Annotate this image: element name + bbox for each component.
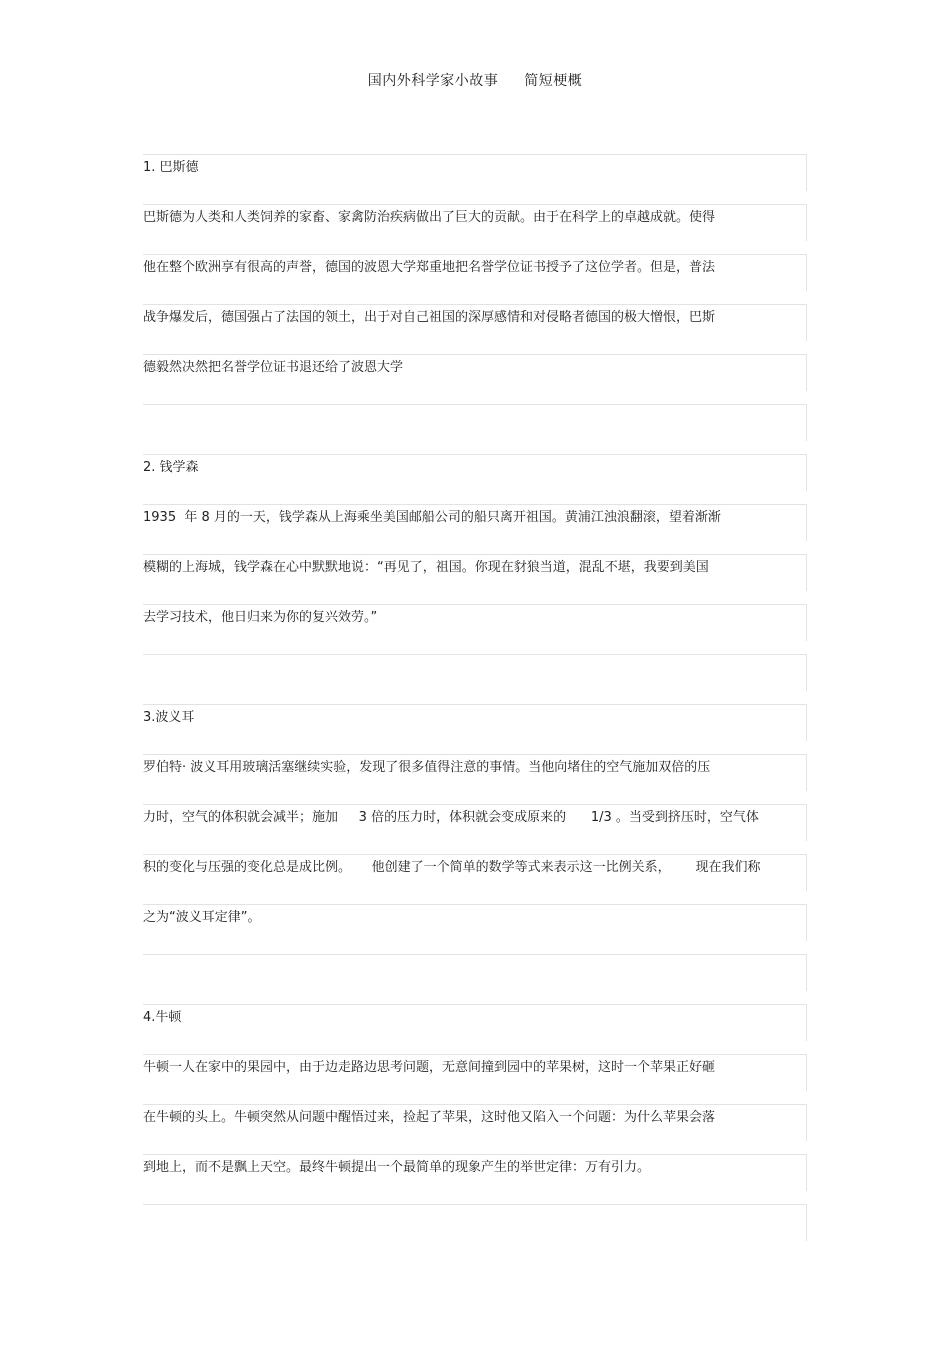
row-right-border (806, 704, 807, 741)
row-right-border (806, 1204, 807, 1241)
row-top-border (143, 1004, 807, 1005)
row-top-border (143, 454, 807, 455)
row-top-border (143, 154, 807, 155)
section-heading-pasteur: 1. 巴斯德 (143, 160, 199, 175)
section-heading-qian: 2. 钱学森 (143, 460, 199, 475)
row-right-border (806, 354, 807, 391)
row-right-border (806, 204, 807, 241)
title-sub: 简短梗概 (524, 73, 583, 89)
text-line: 积的变化与压强的变化总是成比例。 他创建了一个简单的数学等式来表示这一比例关系， 现在我们称 (143, 860, 761, 875)
row-top-border (143, 304, 807, 305)
page-title (0, 70, 950, 90)
row-right-border (806, 854, 807, 891)
text-line: 去学习技术，他日归来为你的复兴效劳。” (143, 610, 378, 625)
text-line: 巴斯德为人类和人类饲养的家畜、家禽防治疾病做出了巨大的贡献。由于在科学上的卓越成就。使得 (143, 210, 716, 225)
text-line: 力时，空气的体积就会减半；施加 3 倍的压力时，体积就会变成原来的 1/3 。当受到挤压时，空气体 (143, 810, 759, 825)
row-right-border (806, 554, 807, 591)
row-right-border (806, 754, 807, 791)
text-line: 到地上，而不是飘上天空。最终牛顿提出一个最简单的现象产生的举世定律：万有引力。 (143, 1160, 651, 1175)
row-top-border (143, 854, 807, 855)
row-right-border (806, 404, 807, 441)
row-right-border (806, 254, 807, 291)
row-right-border (806, 804, 807, 841)
row-right-border (806, 1104, 807, 1141)
row-top-border (143, 204, 807, 205)
row-right-border (806, 604, 807, 641)
title-main: 国内外科学家小故事 (367, 73, 499, 89)
row-top-border (143, 1104, 807, 1105)
row-top-border (143, 554, 807, 555)
row-top-border (143, 254, 807, 255)
row-right-border (806, 654, 807, 691)
row-top-border (143, 354, 807, 355)
row-top-border (143, 804, 807, 805)
row-top-border (143, 954, 807, 955)
row-top-border (143, 604, 807, 605)
row-right-border (806, 304, 807, 341)
row-top-border (143, 404, 807, 405)
text-line: 罗伯特· 波义耳用玻璃活塞继续实验，发现了很多值得注意的事情。当他向堵住的空气施加双倍的压 (143, 760, 711, 775)
row-top-border (143, 1054, 807, 1055)
text-line: 模糊的上海城，钱学森在心中默默地说：“再见了，祖国。你现在豺狼当道，混乱不堪，我要到美国 (143, 560, 709, 575)
text-line: 之为“波义耳定律”。 (143, 910, 261, 925)
section-heading-boyle: 3.波义耳 (143, 710, 195, 725)
section-heading-newton: 4.牛顿 (143, 1010, 182, 1025)
text-line: 在牛顿的头上。牛顿突然从问题中醒悟过来，捡起了苹果，这时他又陷入一个问题：为什么苹果会落 (143, 1110, 716, 1125)
row-top-border (143, 1154, 807, 1155)
row-top-border (143, 504, 807, 505)
row-right-border (806, 1154, 807, 1191)
row-top-border (143, 904, 807, 905)
row-top-border (143, 654, 807, 655)
row-top-border (143, 704, 807, 705)
text-line: 战争爆发后，德国强占了法国的领土，出于对自己祖国的深厚感情和对侵略者德国的极大憎恨，巴斯 (143, 310, 716, 325)
row-right-border (806, 904, 807, 941)
row-right-border (806, 154, 807, 191)
row-right-border (806, 1004, 807, 1041)
text-line: 牛顿一人在家中的果园中，由于边走路边思考问题，无意间撞到园中的苹果树，这时一个苹果正好砸 (143, 1060, 716, 1075)
text-line: 德毅然决然把名誉学位证书退还给了波恩大学 (143, 360, 404, 375)
row-right-border (806, 954, 807, 991)
row-right-border (806, 504, 807, 541)
row-top-border (143, 754, 807, 755)
row-right-border (806, 1054, 807, 1091)
row-right-border (806, 454, 807, 491)
text-line: 他在整个欧洲享有很高的声誉，德国的波恩大学郑重地把名誉学位证书授予了这位学者。但是，普法 (143, 260, 716, 275)
text-line: 1935 年 8 月的一天，钱学森从上海乘坐美国邮船公司的船只离开祖国。黄浦江浊浪翻滚，望着渐渐 (143, 510, 721, 525)
row-top-border (143, 1204, 807, 1205)
